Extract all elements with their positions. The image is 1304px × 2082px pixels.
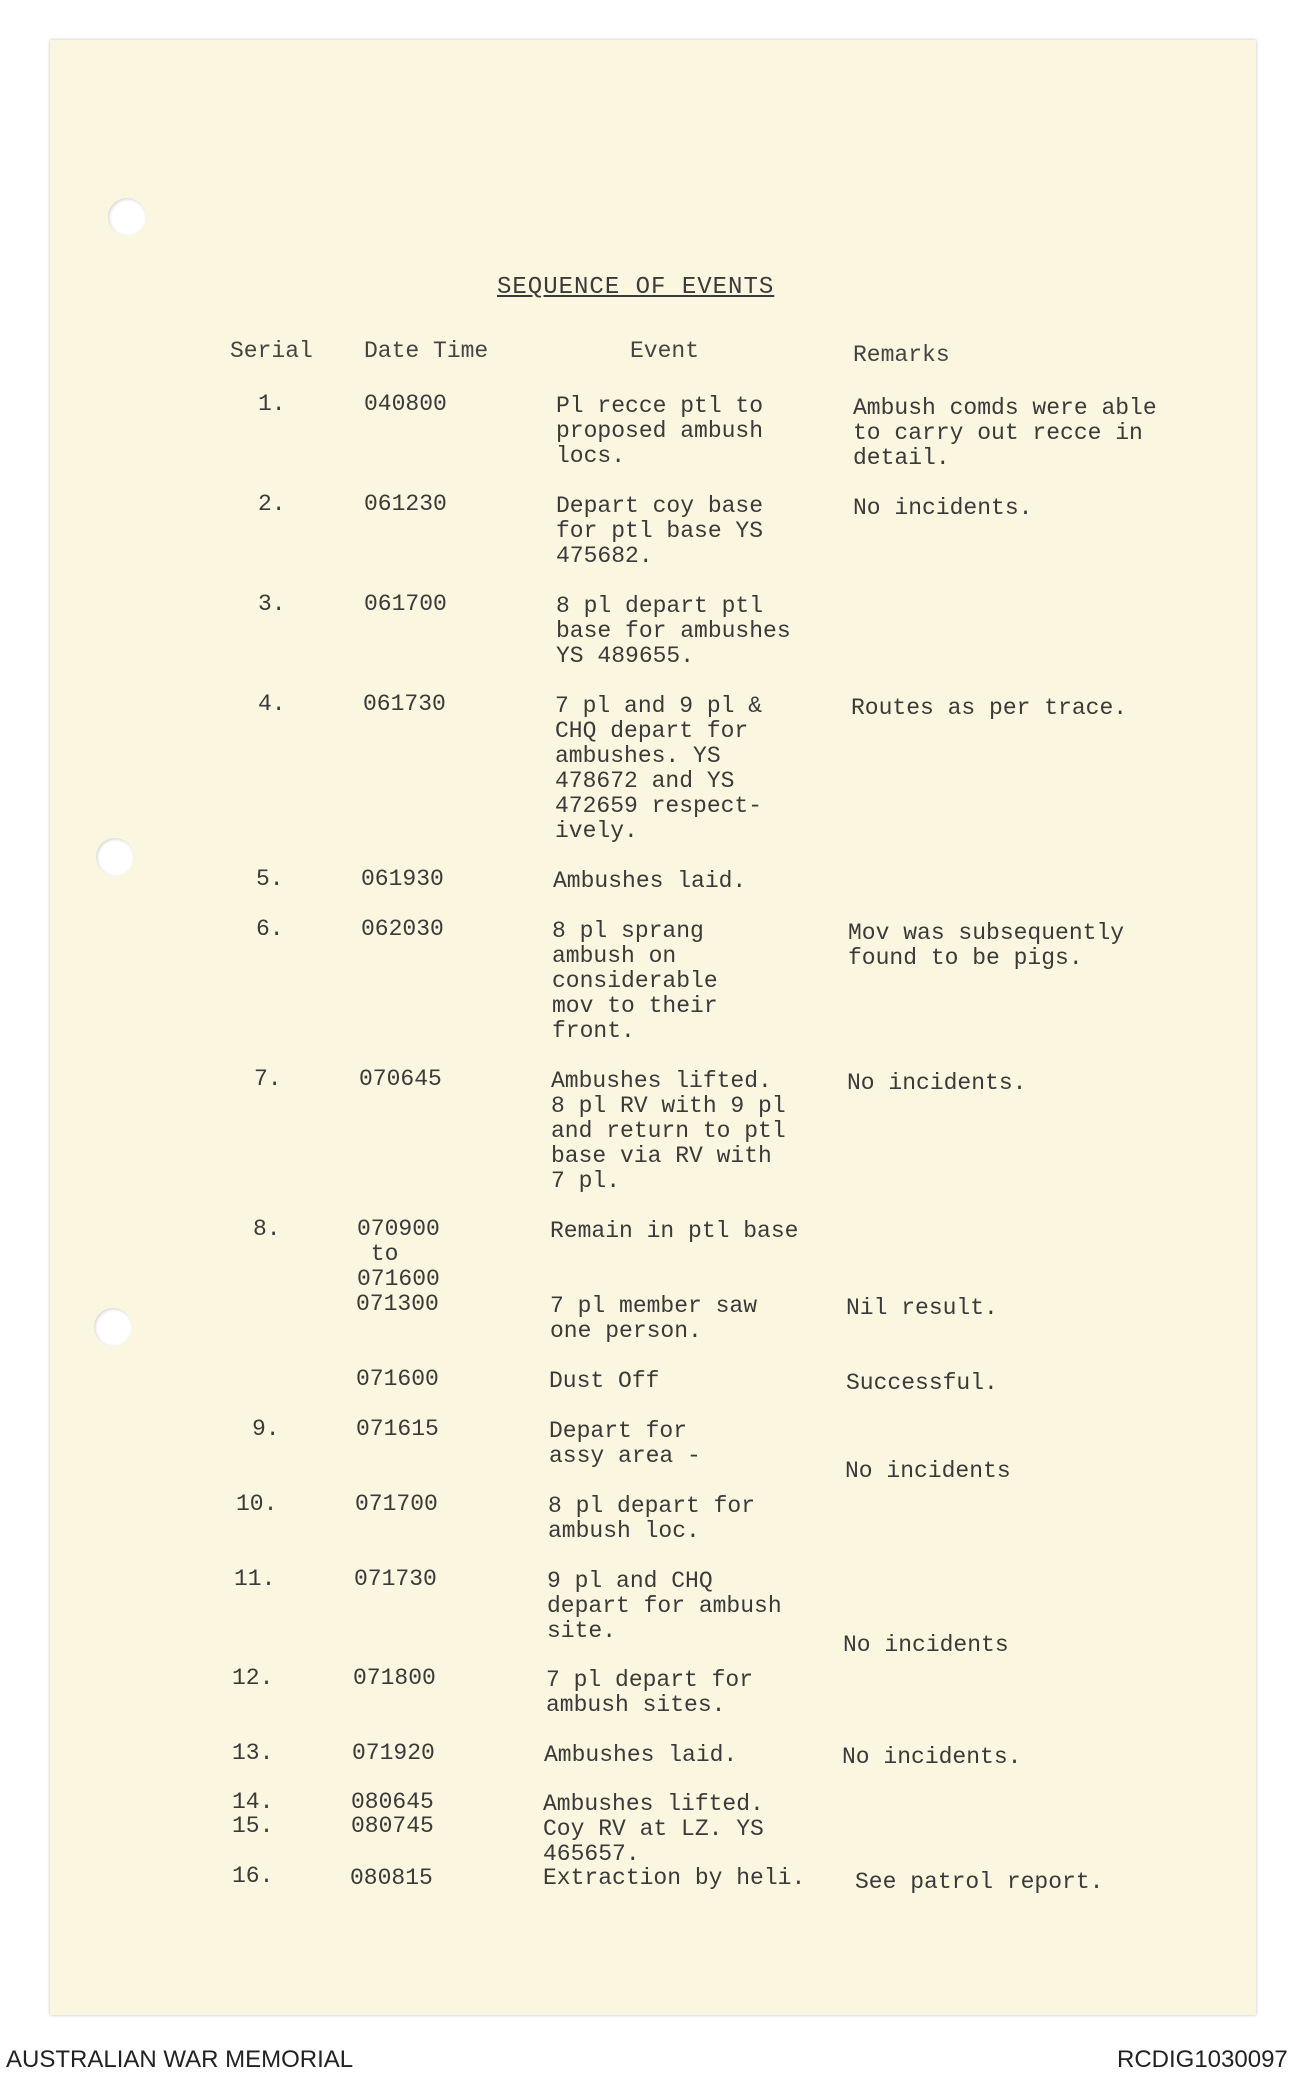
row-event: 8 pl depart for ambush loc.	[548, 1493, 756, 1544]
footer-institution: AUSTRALIAN WAR MEMORIAL	[6, 2046, 354, 2073]
row-event: 9 pl and CHQ depart for ambush site.	[547, 1568, 782, 1644]
row-serial: 6.	[256, 916, 284, 942]
row-date-time: 070900 to 071600	[357, 1216, 440, 1292]
row-serial: 12.	[232, 1665, 274, 1691]
row-remarks: See patrol report.	[855, 1869, 1104, 1895]
row-date-time: 071700	[355, 1491, 438, 1517]
document-title: SEQUENCE OF EVENTS	[497, 274, 775, 301]
row-remarks: Mov was subsequently found to be pigs.	[848, 920, 1125, 971]
row-serial: 16.	[232, 1863, 274, 1889]
row-serial: 1.	[258, 391, 286, 417]
row-date-time: 061730	[363, 691, 446, 717]
row-serial: 9.	[252, 1416, 280, 1442]
punch-hole	[94, 1308, 132, 1346]
row-event: Ambushes lifted. 8 pl RV with 9 pl and return to ptl base via RV with 7 pl.	[551, 1068, 786, 1194]
row-serial: 10.	[236, 1491, 278, 1517]
row-serial: 13.	[232, 1740, 274, 1766]
row-remarks: No incidents.	[853, 495, 1033, 521]
row-event: Depart for assy area -	[549, 1418, 701, 1469]
row-remarks: Successful.	[846, 1370, 998, 1396]
row-event: 7 pl member saw one person.	[550, 1293, 758, 1344]
row-event: 8 pl sprang ambush on considerable mov to their front.	[552, 918, 718, 1044]
row-serial: 7.	[254, 1066, 282, 1092]
header-event: Event	[630, 338, 700, 364]
row-date-time: 070645	[359, 1066, 442, 1092]
row-event: Dust Off	[549, 1368, 660, 1394]
header-date-time: Date Time	[364, 338, 489, 364]
punch-hole	[96, 838, 134, 876]
row-date-time: 061700	[364, 591, 447, 617]
row-event: Extraction by heli.	[543, 1865, 806, 1891]
row-serial: 3.	[258, 591, 286, 617]
row-date-time: 071615	[356, 1416, 439, 1442]
header-remarks: Remarks	[853, 342, 950, 368]
row-date-time: 061230	[364, 491, 447, 517]
row-date-time: 080815	[350, 1865, 433, 1891]
row-event: Remain in ptl base	[550, 1218, 799, 1244]
row-date-time: 062030	[361, 916, 444, 942]
row-date-time: 080745	[351, 1813, 434, 1839]
row-event: 7 pl depart for ambush sites.	[546, 1667, 754, 1718]
row-remarks: No incidents.	[842, 1744, 1022, 1770]
row-event: Ambushes lifted.	[543, 1791, 764, 1817]
row-serial: 14.	[232, 1789, 274, 1815]
row-date-time: 071300	[356, 1291, 439, 1317]
row-event: 7 pl and 9 pl & CHQ depart for ambushes. YS 478672 and YS 472659 respect- ively.	[555, 693, 763, 844]
row-date-time: 071800	[353, 1665, 436, 1691]
row-remarks: Nil result.	[846, 1295, 998, 1321]
row-date-time: 080645	[351, 1789, 434, 1815]
row-serial: 11.	[234, 1566, 276, 1592]
row-serial: 5.	[256, 866, 284, 892]
row-event: 8 pl depart ptl base for ambushes YS 489655.	[556, 593, 791, 669]
row-serial: 15.	[232, 1813, 274, 1839]
row-remarks: No incidents	[843, 1632, 1009, 1658]
row-date-time: 071730	[354, 1566, 437, 1592]
row-event: Depart coy base for ptl base YS 475682.	[556, 493, 764, 569]
row-event: Pl recce ptl to proposed ambush locs.	[556, 393, 764, 469]
row-date-time: 071920	[352, 1740, 435, 1766]
row-serial: 2.	[258, 491, 286, 517]
row-date-time: 071600	[356, 1366, 439, 1392]
row-remarks: Routes as per trace.	[851, 695, 1128, 721]
row-event: Coy RV at LZ. YS 465657.	[543, 1816, 764, 1867]
row-event: Ambushes laid.	[544, 1742, 738, 1768]
row-date-time: 061930	[361, 866, 444, 892]
row-date-time: 040800	[364, 391, 447, 417]
row-remarks: No incidents	[845, 1458, 1011, 1484]
punch-hole	[108, 198, 146, 236]
row-remarks: No incidents.	[847, 1070, 1027, 1096]
header-serial: Serial	[230, 338, 313, 364]
row-event: Ambushes laid.	[553, 868, 747, 894]
row-serial: 8.	[253, 1216, 281, 1242]
footer-record-id: RCDIG1030097	[1117, 2046, 1288, 2073]
row-serial: 4.	[258, 691, 286, 717]
row-remarks: Ambush comds were able to carry out recce in detail.	[853, 395, 1157, 471]
